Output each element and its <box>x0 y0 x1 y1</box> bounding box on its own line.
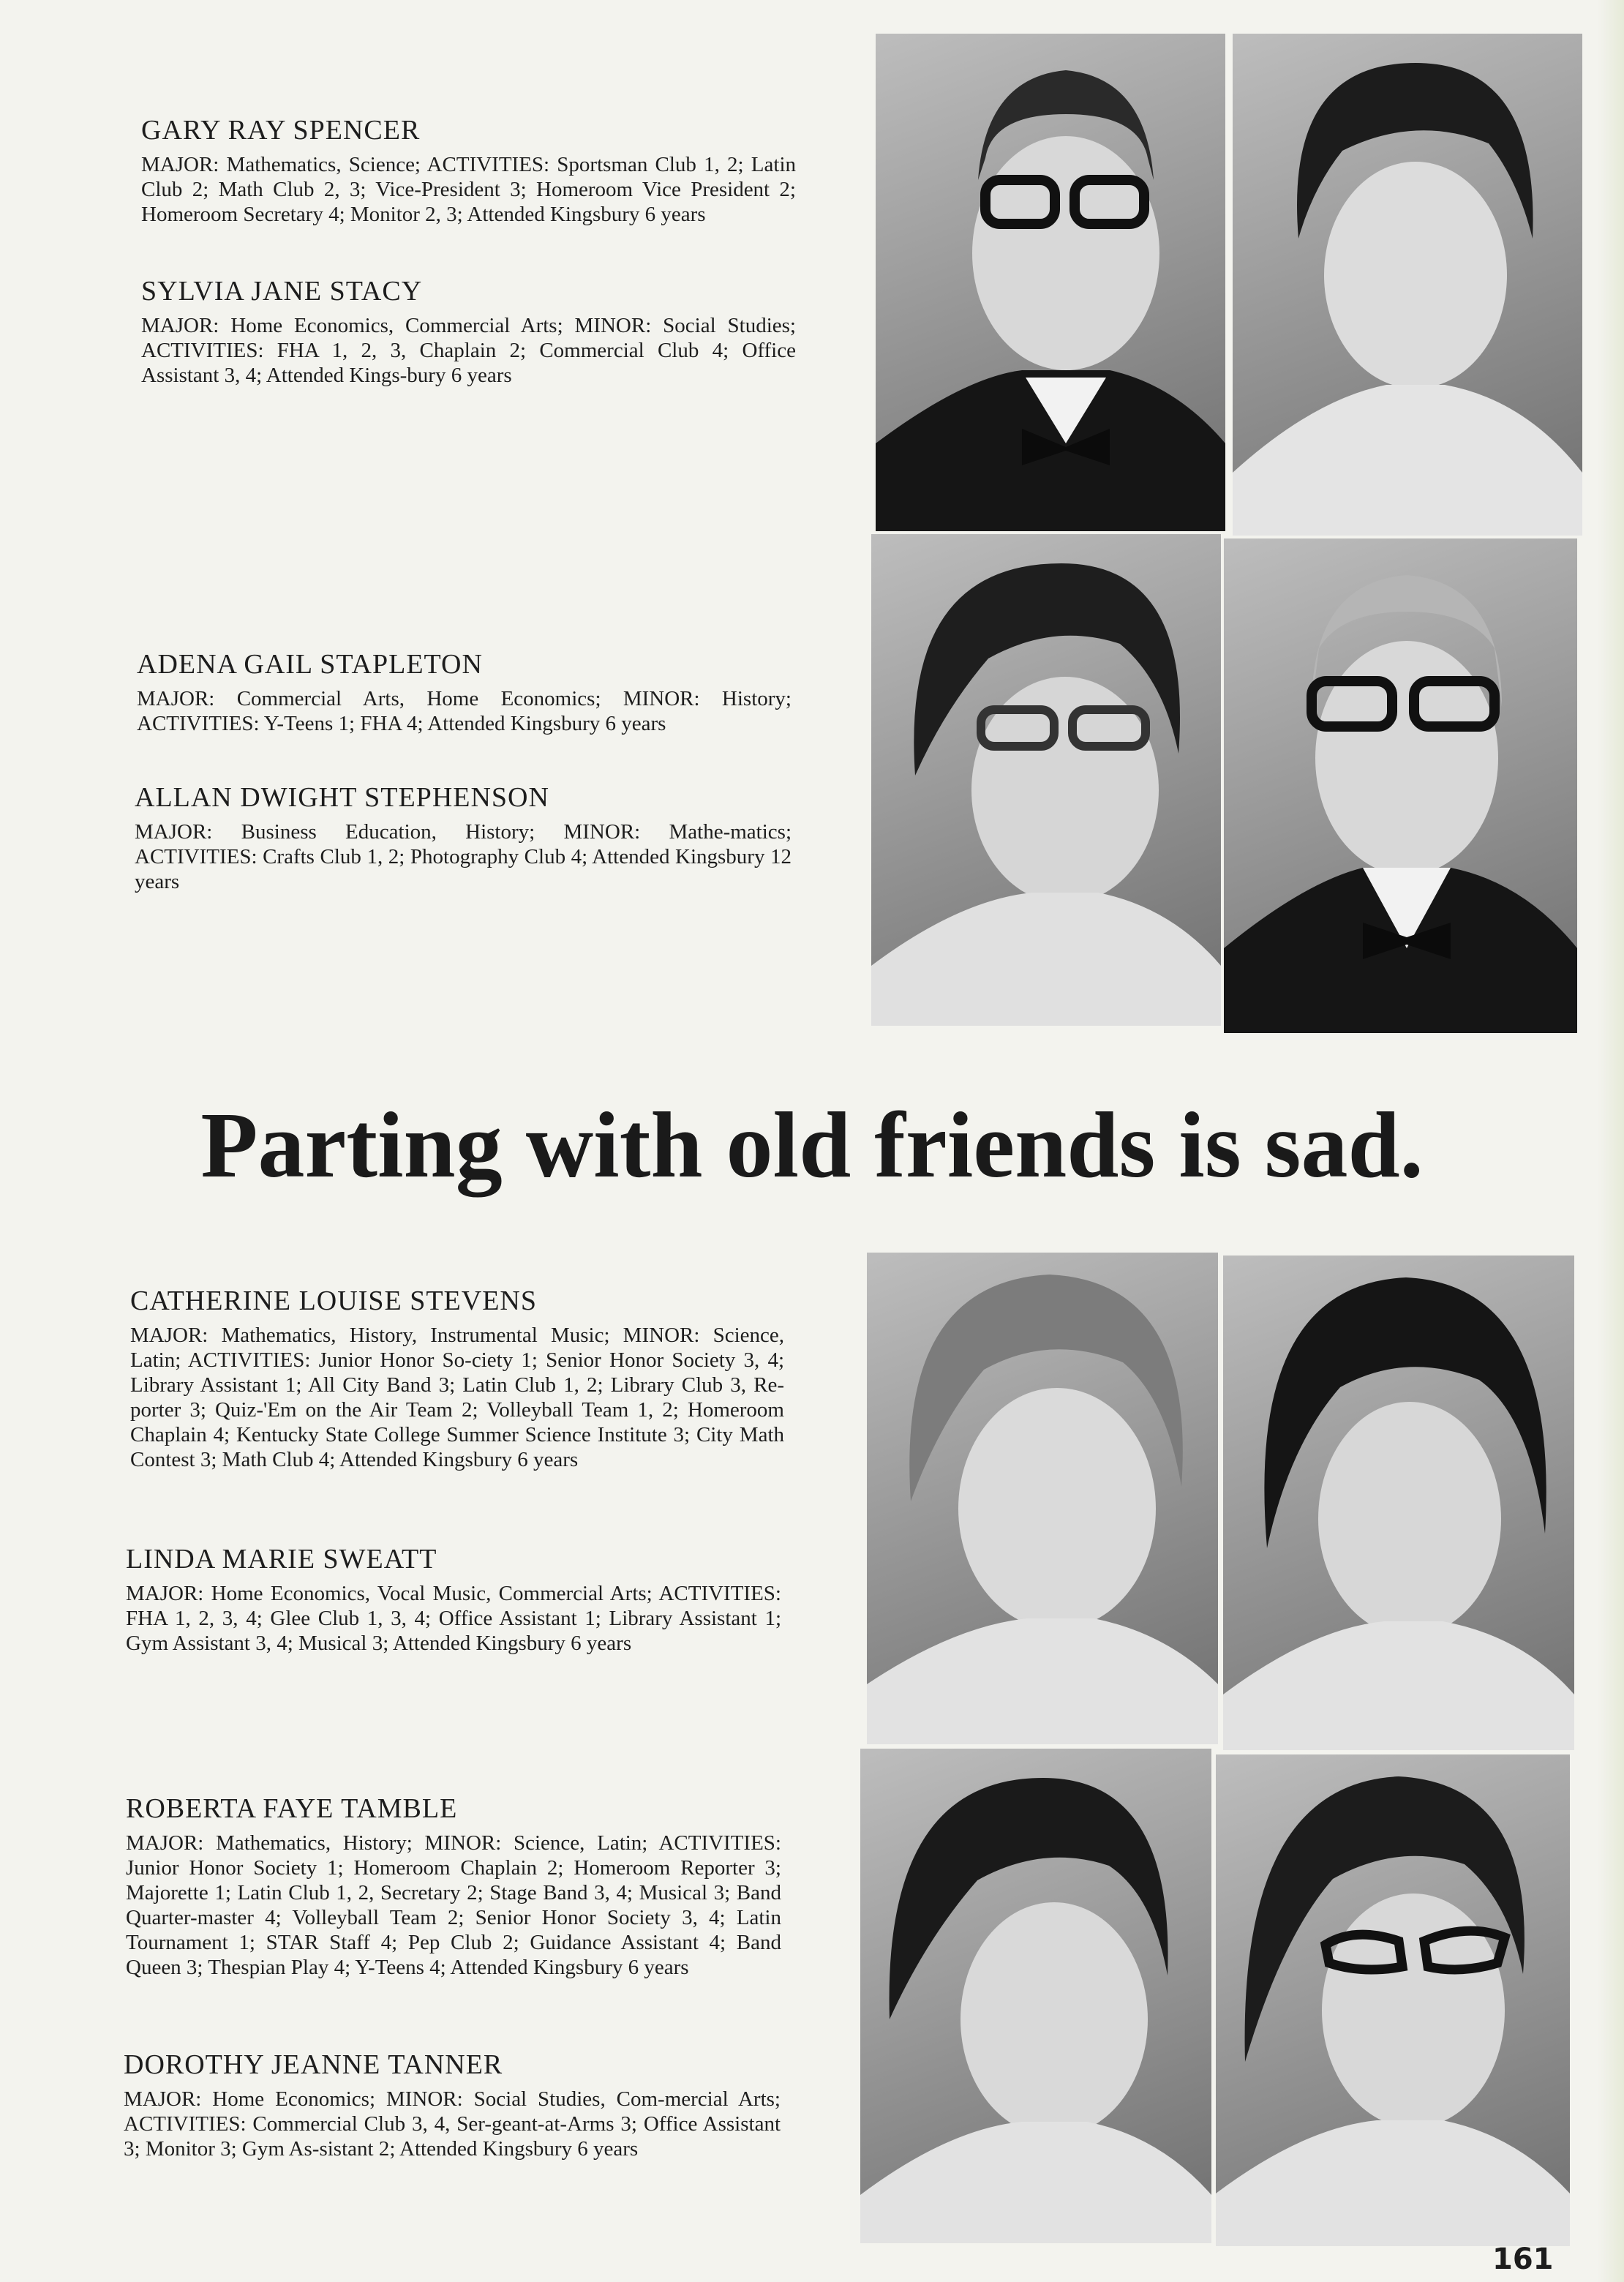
portrait-photo-stevens <box>867 1253 1218 1744</box>
senior-bio: MAJOR: Mathematics, History, Instrumental Music; MINOR: Science, Latin; ACTIVITIES: Junior Honor So-ciety 1; Senior Honor Society 3, 4; Library Assistant 1; All City Band 3; Latin Club 1, 2; Library Club 3, Re-porter 3; Quiz-'Em on the Air Team 2; Volleyball Team 1, 2; Homeroom Chaplain 4; Kentucky State College Summer Science Institute 3; City Math Contest 3; Math Club 4; Attended Kingsbury 6 years <box>130 1324 784 1471</box>
senior-bio: MAJOR: Business Education, History; MINOR: Mathe-matics; ACTIVITIES: Crafts Club 1, 2; Photography Club 4; Attended Kingsbury 12 years <box>135 820 792 893</box>
senior-entry-stevens <box>130 1285 784 1472</box>
senior-entry-tamble <box>126 1793 781 1980</box>
senior-bio: MAJOR: Home Economics; MINOR: Social Studies, Com-mercial Arts; ACTIVITIES: Commercial Club 3, 4, Ser-geant-at-Arms 3; Office Assistant 3; Monitor 3; Gym As-sistant 2; Attended Kingsbury 6 years <box>124 2087 781 2161</box>
senior-name: DOROTHY JEANNE TANNER <box>124 2049 503 2080</box>
portrait-photo-stapleton <box>871 534 1221 1026</box>
senior-entry-sweatt <box>126 1543 781 1656</box>
senior-name: SYLVIA JANE STACY <box>141 276 423 307</box>
page-number: 161 <box>1492 2242 1554 2276</box>
portrait-photo-stacy <box>1233 34 1582 536</box>
senior-name: LINDA MARIE SWEATT <box>126 1544 437 1574</box>
senior-bio: MAJOR: Mathematics, History; MINOR: Science, Latin; ACTIVITIES: Junior Honor Society 1; Homeroom Chaplain 2; Homeroom Reporter 3; Majorette 1; Latin Club 1, 2, Secretary 2; Stage Band 3, 4; Musical 3; Band Quarter-master 4; Volleyball Team 2; Senior Honor Society 3, 4; Latin Tournament 1; STAR Staff 4; Pep Club 2; Guidance Assistant 4; Band Queen 3; Thespian Play 4; Y-Teens 4; Attended Kingsbury 6 years <box>126 1831 781 1979</box>
page-slogan: Parting with old friends is sad. <box>200 1093 1424 1197</box>
senior-name: GARY RAY SPENCER <box>141 115 421 146</box>
senior-entry-spencer <box>141 114 796 227</box>
senior-entry-stapleton <box>137 648 792 736</box>
portrait-photo-tamble <box>860 1749 1211 2243</box>
senior-entry-tanner <box>124 2049 781 2161</box>
portrait-photo-stephenson <box>1224 538 1577 1033</box>
senior-entry-stephenson <box>135 781 792 894</box>
senior-bio: MAJOR: Mathematics, Science; ACTIVITIES: Sportsman Club 1, 2; Latin Club 2; Math Club 2, 3; Vice-President 3; Homeroom Vice President 2; Homeroom Secretary 4; Monitor 2, 3; Attended Kingsbury 6 years <box>141 153 796 226</box>
senior-name: ROBERTA FAYE TAMBLE <box>126 1793 458 1824</box>
portrait-photo-spencer <box>876 34 1225 531</box>
senior-bio: MAJOR: Commercial Arts, Home Economics; MINOR: History; ACTIVITIES: Y-Teens 1; FHA 4; Attended Kingsbury 6 years <box>137 687 792 735</box>
senior-bio: MAJOR: Home Economics, Vocal Music, Commercial Arts; ACTIVITIES: FHA 1, 2, 3, 4; Glee Club 1, 3, 4; Office Assistant 1; Library Assistant 1; Gym Assistant 3, 4; Musical 3; Attended Kingsbury 6 years <box>126 1582 781 1655</box>
portrait-photo-tanner <box>1216 1754 1570 2246</box>
senior-name: ADENA GAIL STAPLETON <box>137 649 483 680</box>
portrait-photo-sweatt <box>1223 1256 1574 1750</box>
senior-entry-stacy <box>141 275 796 388</box>
senior-name: ALLAN DWIGHT STEPHENSON <box>135 782 549 813</box>
senior-name: CATHERINE LOUISE STEVENS <box>130 1285 537 1316</box>
senior-bio: MAJOR: Home Economics, Commercial Arts; MINOR: Social Studies; ACTIVITIES: FHA 1, 2, 3, Chaplain 2; Commercial Club 4; Office Assistant 3, 4; Attended Kings-bury 6 years <box>141 314 796 387</box>
